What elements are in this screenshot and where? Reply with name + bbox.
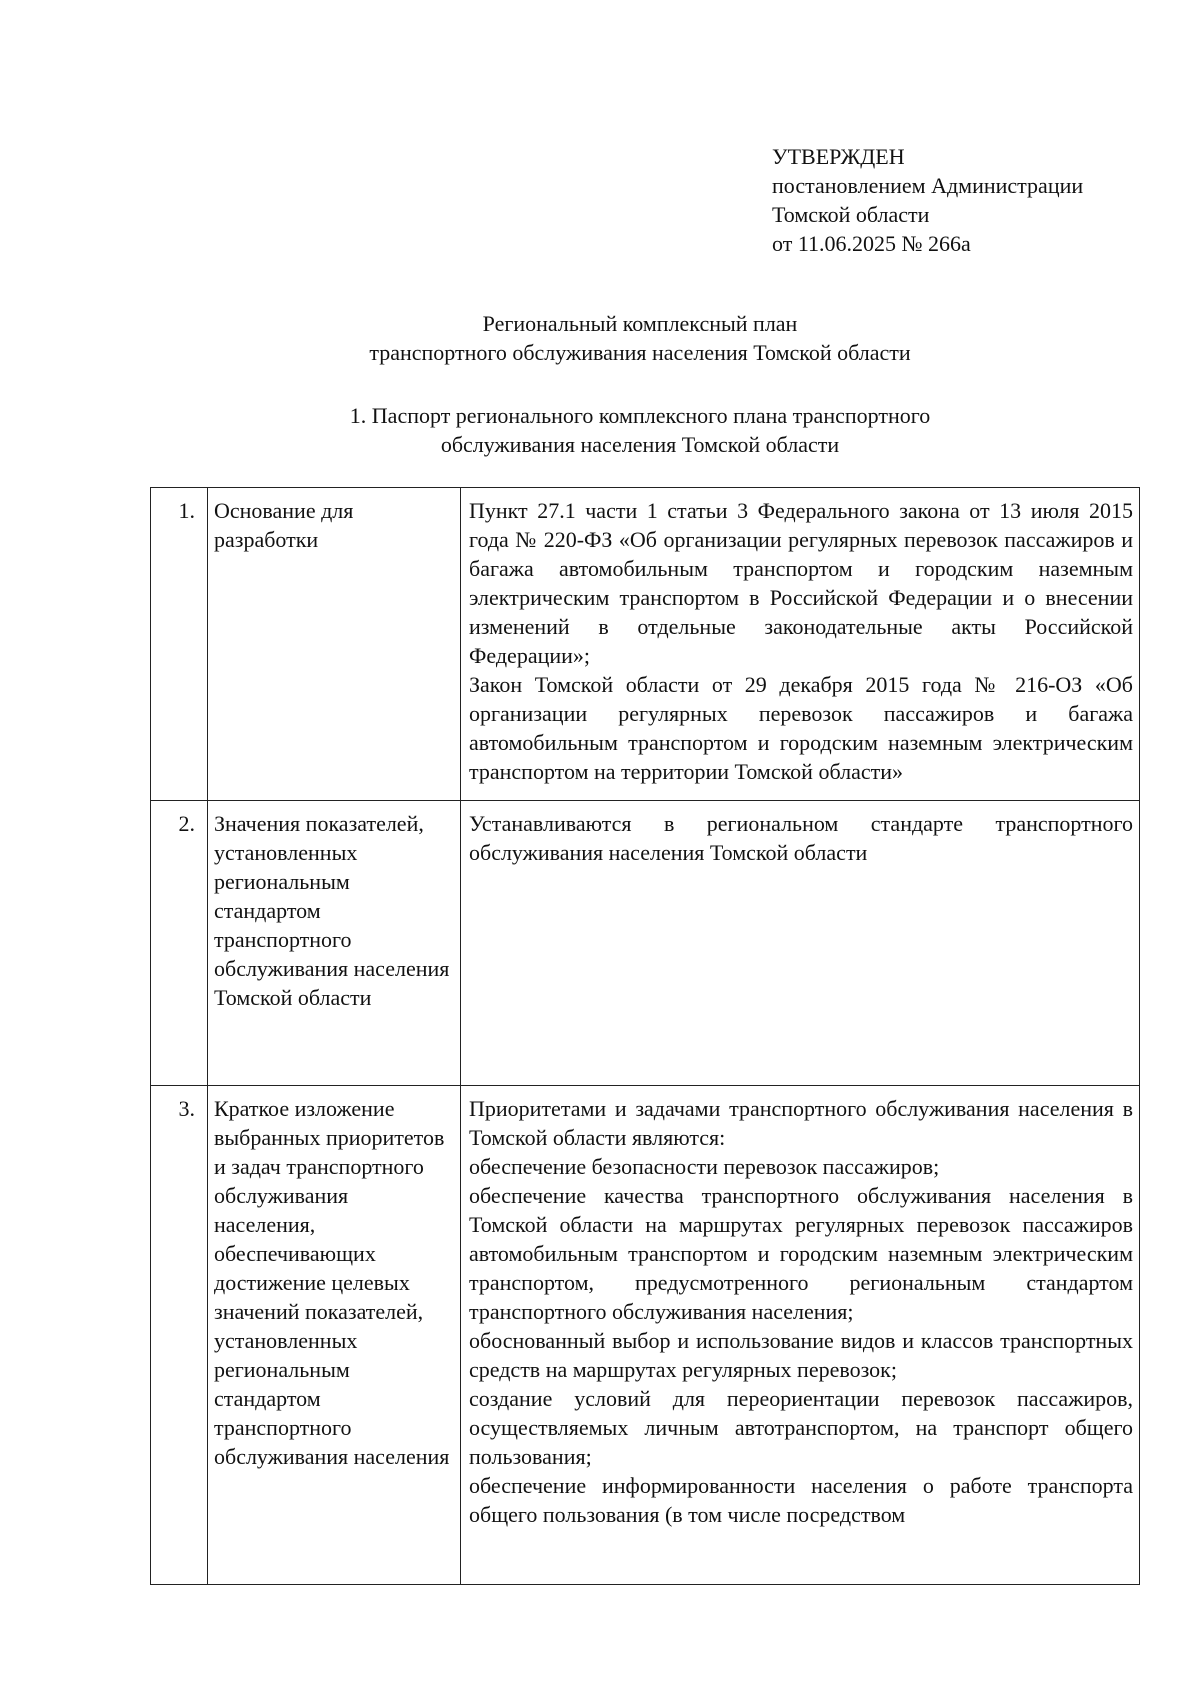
approval-line-decree: постановлением Администрации	[772, 173, 1084, 198]
row-number: 2.	[151, 801, 208, 1086]
table-row	[151, 801, 1140, 1086]
section-title-line-1: 1. Паспорт регионального комплексного плана транспортного	[349, 403, 931, 428]
row-value-paragraph: обеспечение безопасности перевозок пассажиров;	[469, 1154, 940, 1179]
row-value-paragraph: обоснованный выбор и использование видов и классов транспортных средств на маршрутах регулярных перевозок;	[469, 1328, 1133, 1382]
row-label: Краткое изложение выбранных приоритетов и задач транспортного обслуживания населения, обеспечивающих достижение целевых значений показателей, установленных региональным стандартом транспортного обслуживания населения	[208, 1086, 461, 1585]
approval-heading: УТВЕРЖДЕН	[772, 144, 905, 169]
document-title-line-1: Региональный комплексный план	[482, 311, 798, 336]
row-value-paragraph: Приоритетами и задачами транспортного обслуживания населения в Томской области являются:	[469, 1096, 1133, 1150]
row-value	[461, 488, 1140, 801]
row-number: 1.	[151, 488, 208, 801]
table-row	[151, 1086, 1140, 1585]
approval-stamp	[772, 142, 1172, 258]
row-value	[461, 1086, 1140, 1585]
table-row	[151, 488, 1140, 801]
row-value	[461, 801, 1140, 1086]
row-value-paragraph: создание условий для переориентации перевозок пассажиров, осуществляемых личным автотранспортом, на транспорт общего пользования;	[469, 1386, 1133, 1469]
row-value-paragraph: Устанавливаются в региональном стандарте транспортного обслуживания населения Томской области	[469, 811, 1133, 865]
approval-line-date-number: от 11.06.2025 № 266а	[772, 231, 971, 256]
row-number: 3.	[151, 1086, 208, 1585]
row-value-paragraph: обеспечение информированности населения о работе транспорта общего пользования (в том числе посредством	[469, 1473, 1133, 1527]
document-title	[140, 309, 1140, 367]
section-title-line-2: обслуживания населения Томской области	[440, 432, 840, 457]
approval-line-region: Томской области	[772, 202, 930, 227]
row-value-paragraph: Закон Томской области от 29 декабря 2015 года № 216-ОЗ «Об организации регулярных перевозок пассажиров и багажа автомобильным транспортом и городским наземным электрическим транспортом на территории Томской области»	[469, 672, 1133, 784]
row-value-paragraph: Пункт 27.1 части 1 статьи 3 Федерального закона от 13 июля 2015 года № 220-ФЗ «Об организации регулярных перевозок пассажиров и багажа автомобильным транспортом и городским наземным электрическим транспортом в Российской Федерации и о внесении изменений в отдельные законодательные акты Российской Федерации»;	[469, 498, 1133, 668]
row-label: Основание для разработки	[208, 488, 461, 801]
document-title-line-2: транспортного обслуживания населения Томской области	[369, 340, 911, 365]
row-label: Значения показателей, установленных региональным стандартом транспортного обслуживания населения Томской области	[208, 801, 461, 1086]
row-value-paragraph: обеспечение качества транспортного обслуживания населения в Томской области на маршрутах регулярных перевозок пассажиров автомобильным транспортом и городским наземным электрическим транспортом, предусмотренного региональным стандартом транспортного обслуживания населения;	[469, 1183, 1133, 1324]
section-title	[140, 401, 1140, 459]
passport-table	[150, 487, 1140, 1585]
